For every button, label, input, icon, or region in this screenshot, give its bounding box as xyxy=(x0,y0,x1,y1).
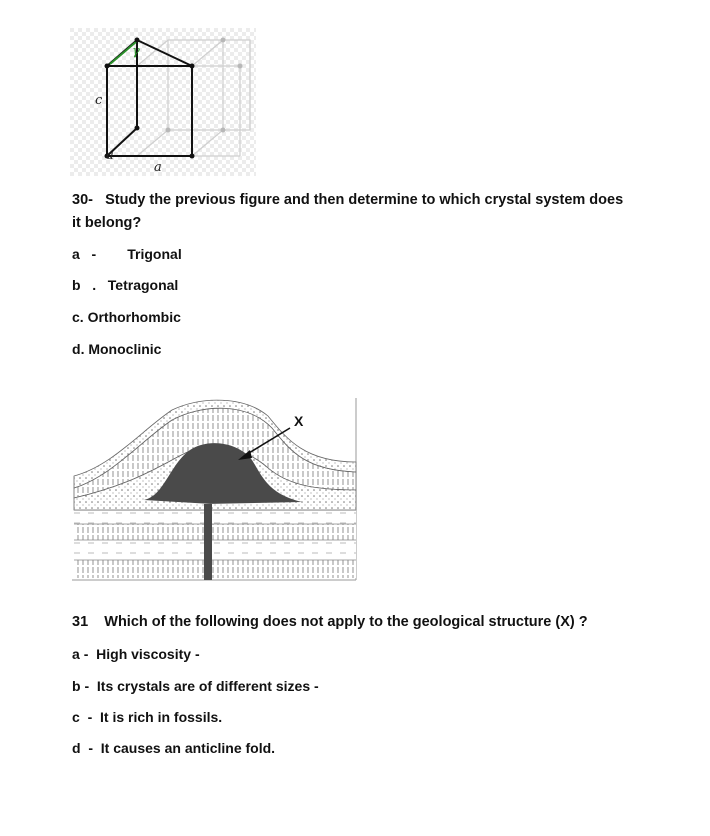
option-sep: - xyxy=(88,740,94,756)
structure-label-x: X xyxy=(294,413,304,429)
q30-option-d[interactable] xyxy=(72,341,161,357)
q31-question: Which of the following does not apply to the geological structure (X) ? xyxy=(104,614,588,630)
option-text: It causes an anticline fold. xyxy=(100,740,276,756)
q31-option-c[interactable] xyxy=(72,709,222,725)
option-sep: - xyxy=(84,678,90,694)
stratum-hatched-2 xyxy=(74,560,356,578)
q30-text-line1 xyxy=(72,192,623,208)
q31-option-b[interactable] xyxy=(72,678,319,694)
axis-label-c: c xyxy=(95,93,103,108)
option-letter: a xyxy=(72,646,80,662)
option-letter: d xyxy=(72,341,81,357)
option-letter: b xyxy=(72,277,81,293)
q30-option-a[interactable] xyxy=(72,246,182,262)
q30-text-line2: it belong? xyxy=(72,215,142,231)
option-sep: . xyxy=(80,341,85,357)
q31-number: 31 xyxy=(72,614,89,630)
stratum-dashed-1 xyxy=(74,510,356,524)
axis-label-gamma: γ xyxy=(132,44,140,59)
q31-option-a[interactable] xyxy=(72,646,200,662)
option-text: Tetragonal xyxy=(107,277,179,293)
option-letter: c xyxy=(72,709,80,725)
crystal-unit-cell-figure xyxy=(70,28,256,176)
option-text: Trigonal xyxy=(127,246,182,262)
axis-label-a-bottom: a xyxy=(154,160,162,175)
option-letter: b xyxy=(72,678,81,694)
option-sep: - xyxy=(83,646,89,662)
option-letter: c xyxy=(72,309,80,325)
option-letter: d xyxy=(72,740,81,756)
option-text: It is rich in fossils. xyxy=(100,709,223,725)
option-text: Its crystals are of different sizes - xyxy=(96,678,319,694)
q31-text xyxy=(72,614,588,630)
option-text: High viscosity - xyxy=(96,646,200,662)
q30-option-c[interactable] xyxy=(72,309,181,325)
option-sep: . xyxy=(79,309,84,325)
q31-option-d[interactable] xyxy=(72,740,275,756)
axis-label-a-left: a xyxy=(106,148,114,163)
stratum-hatched-1 xyxy=(74,524,356,540)
option-sep: - xyxy=(87,709,93,725)
q30-option-b[interactable] xyxy=(72,277,178,293)
option-sep: - xyxy=(91,246,97,262)
option-letter: a xyxy=(72,246,80,262)
option-text: Orthorhombic xyxy=(87,309,181,325)
stratum-dashed-2 xyxy=(74,540,356,560)
option-sep: . xyxy=(92,277,97,293)
q30-number: 30- xyxy=(72,192,93,208)
laccolith-figure xyxy=(72,398,360,582)
option-text: Monoclinic xyxy=(88,341,162,357)
q30-question: Study the previous figure and then determine to which crystal system does xyxy=(105,192,624,208)
